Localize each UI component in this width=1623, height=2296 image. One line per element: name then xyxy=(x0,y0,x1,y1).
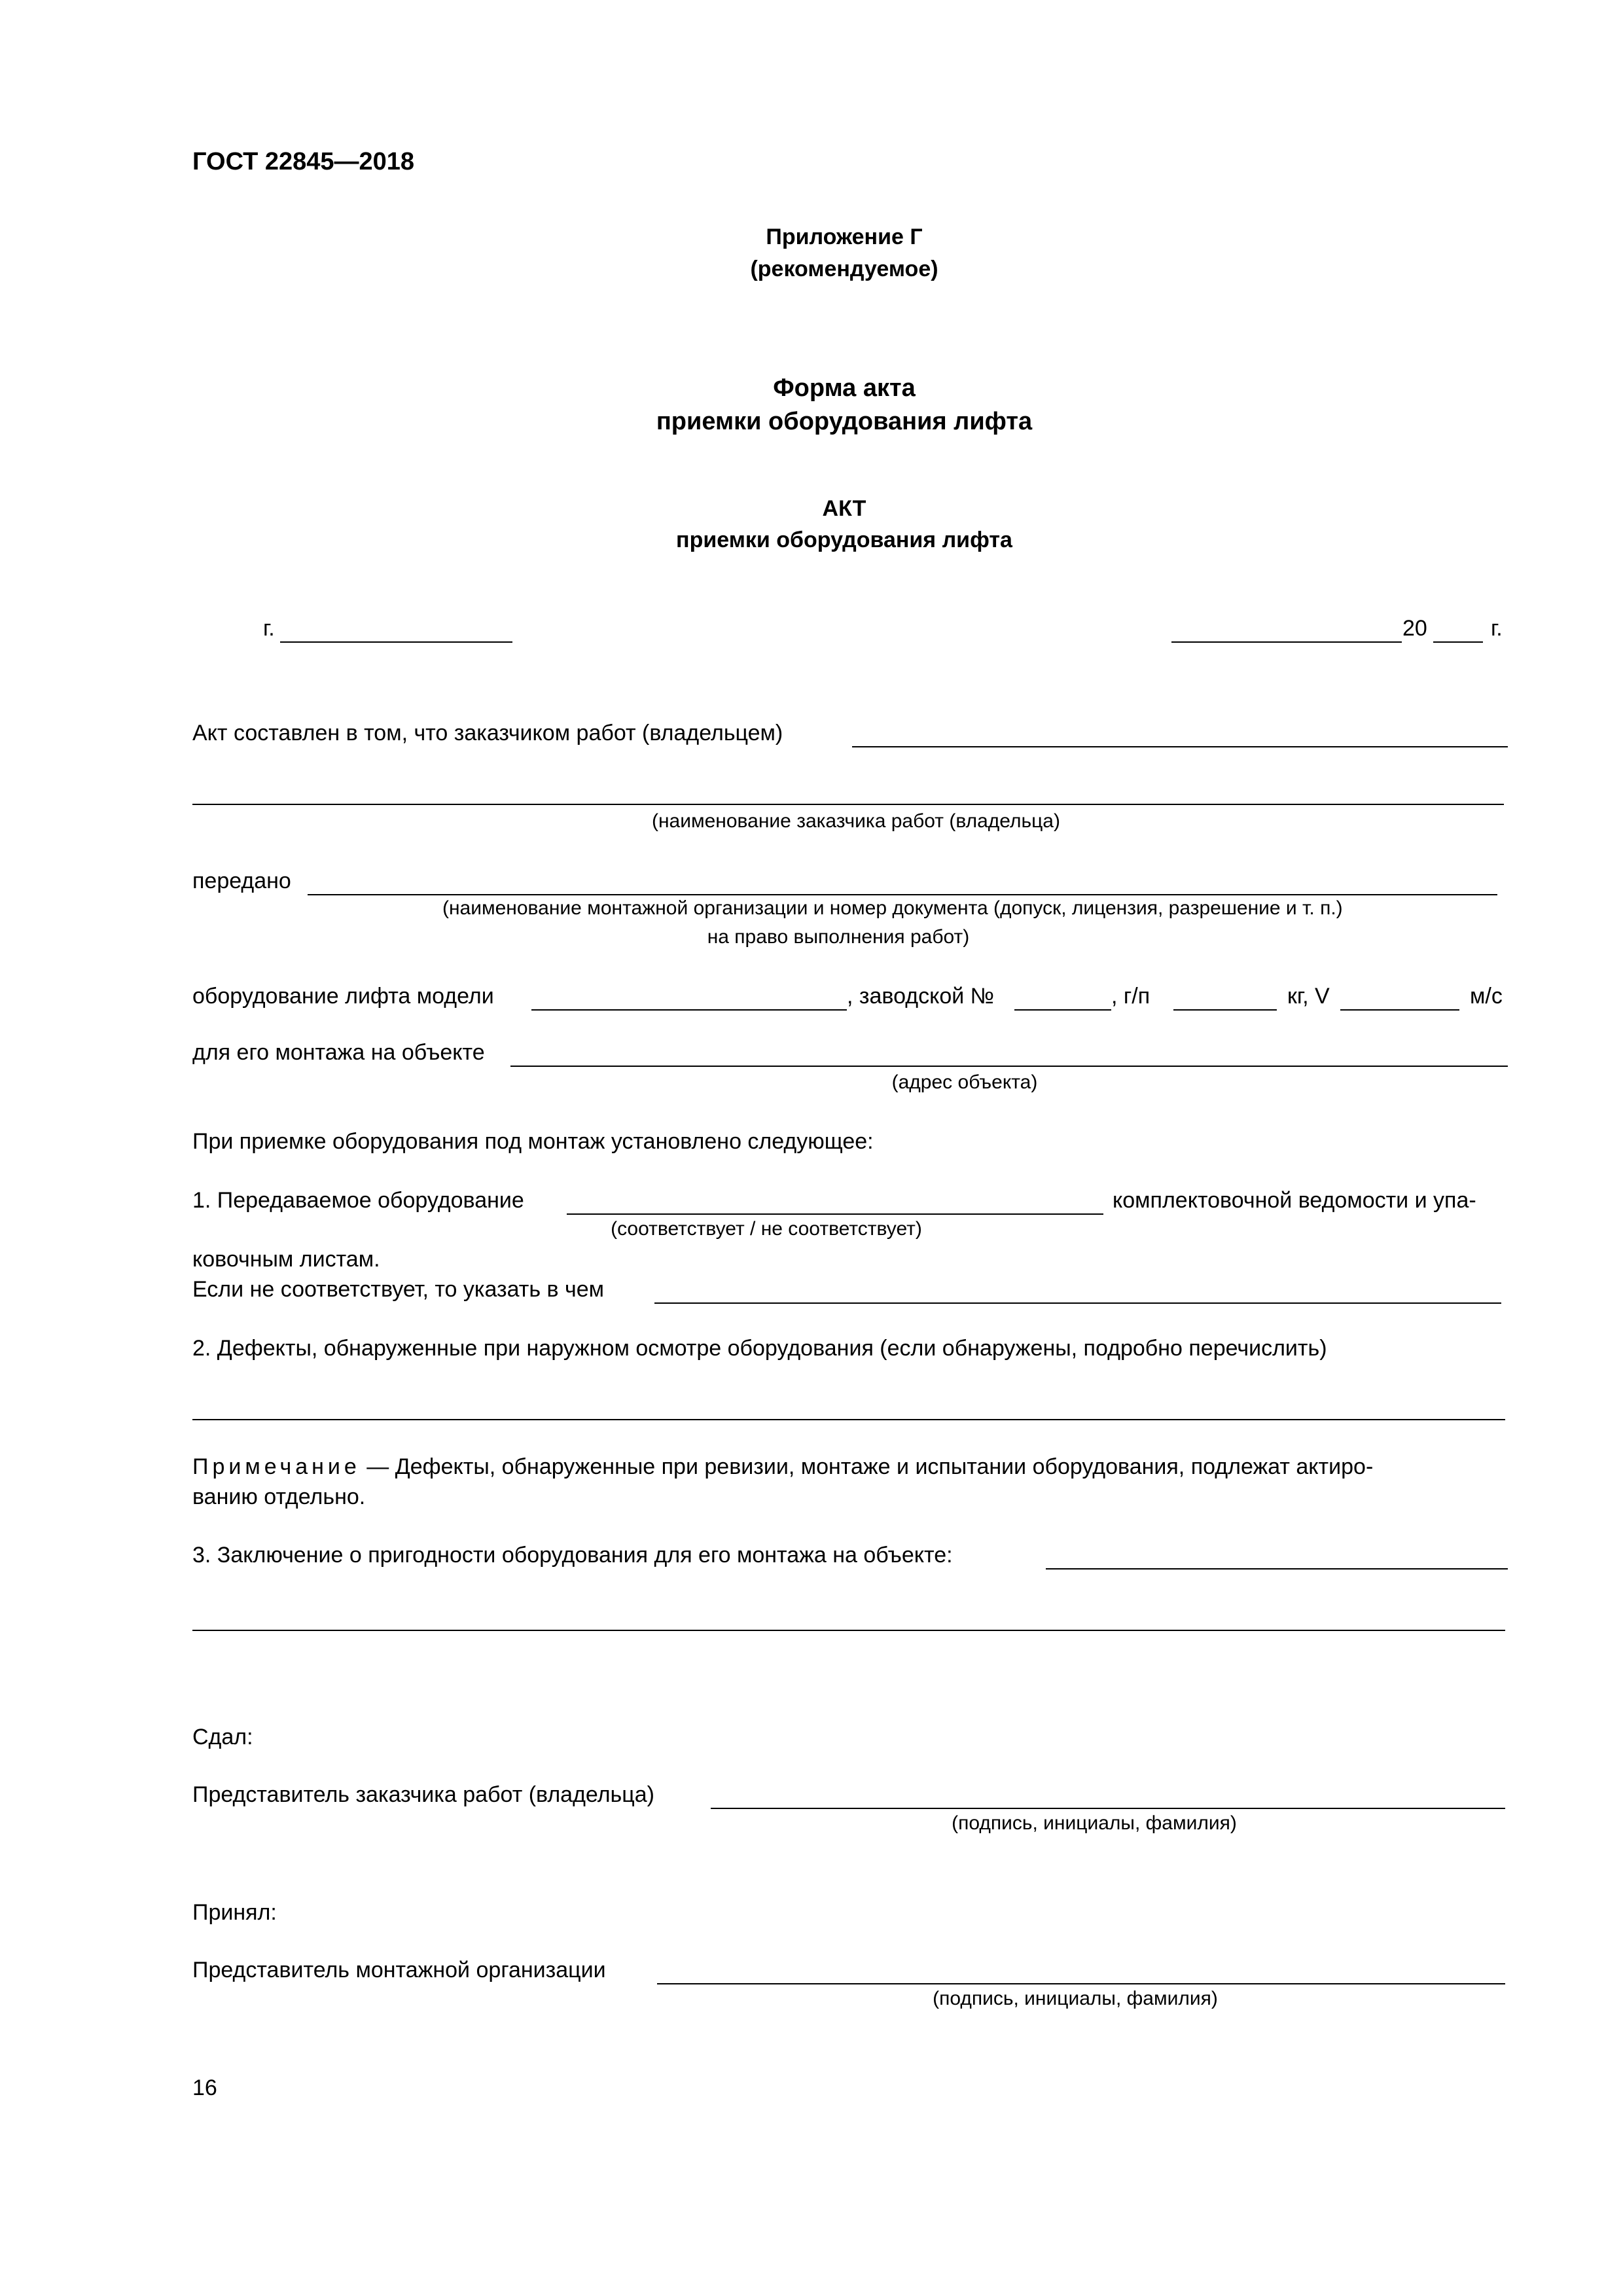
year-suffix: г. xyxy=(1491,616,1503,641)
transferred-caption-line2: на право выполнения работ) xyxy=(707,926,970,948)
handed-label: Представитель заказчика работ (владельца) xyxy=(192,1782,654,1807)
form-title-line2: приемки оборудования лифта xyxy=(656,408,1033,435)
item1-caption: (соответствует / не соответствует) xyxy=(611,1218,922,1240)
year-prefix: 20 xyxy=(1402,616,1427,641)
item1-continuation: ковочным листам. xyxy=(192,1247,380,1272)
standard-number: ГОСТ 22845—2018 xyxy=(192,148,415,175)
speed-unit: м/с xyxy=(1470,984,1503,1009)
capacity-label: , г/п xyxy=(1111,984,1150,1009)
model-field[interactable] xyxy=(531,1009,847,1011)
customer-label: Акт составлен в том, что заказчиком работ (владельцем) xyxy=(192,721,783,745)
item1-if-not-label: Если не соответствует, то указать в чем xyxy=(192,1277,605,1302)
transferred-caption-line1: (наименование монтажной организации и номер документа (допуск, лицензия, разрешение и т. п.) xyxy=(442,897,1343,919)
object-field[interactable] xyxy=(510,1066,1508,1067)
accepted-caption: (подпись, инициалы, фамилия) xyxy=(933,1988,1218,2009)
object-label: для его монтажа на объекте xyxy=(192,1040,485,1065)
form-title-line1: Форма акта xyxy=(773,374,916,402)
transferred-label: передано xyxy=(192,869,291,893)
transferred-field[interactable] xyxy=(308,894,1497,895)
capacity-field[interactable] xyxy=(1173,1009,1277,1011)
note-line2: ванию отдельно. xyxy=(192,1484,366,1509)
object-caption: (адрес объекта) xyxy=(891,1071,1038,1093)
item2-label: 2. Дефекты, обнаруженные при наружном осмотре оборудования (если обнаружены, подробно перечислить) xyxy=(192,1336,1327,1361)
city-field[interactable] xyxy=(280,641,512,643)
item1-mismatch-field[interactable] xyxy=(654,1302,1501,1304)
appendix-title: Приложение Г xyxy=(766,224,923,249)
appendix-status: (рекомендуемое) xyxy=(750,257,938,281)
item3-conclusion-field[interactable] xyxy=(1046,1568,1508,1570)
serial-field[interactable] xyxy=(1014,1009,1111,1011)
city-prefix: г. xyxy=(263,616,275,641)
act-title-line2: приемки оборудования лифта xyxy=(676,528,1012,552)
accepted-heading: Принял: xyxy=(192,1900,277,1925)
date-field[interactable] xyxy=(1171,641,1402,643)
intro-text: При приемке оборудования под монтаж установлено следующее: xyxy=(192,1129,874,1154)
customer-caption: (наименование заказчика работ (владельца) xyxy=(652,810,1060,832)
note-text: — Дефекты, обнаруженные при ревизии, монтаже и испытании оборудования, подлежат актиро- xyxy=(360,1454,1374,1479)
year-field[interactable] xyxy=(1433,641,1483,643)
handed-caption: (подпись, инициалы, фамилия) xyxy=(952,1812,1237,1834)
customer-field-line2[interactable] xyxy=(192,804,1504,805)
item1-compliance-field[interactable] xyxy=(567,1213,1103,1215)
accepted-signature-field[interactable] xyxy=(657,1983,1505,1984)
item3-label: 3. Заключение о пригодности оборудования для его монтажа на объекте: xyxy=(192,1543,953,1568)
serial-label: , заводской № xyxy=(847,984,995,1009)
page-number: 16 xyxy=(192,2075,217,2100)
capacity-unit: кг, V xyxy=(1287,984,1330,1009)
customer-field[interactable] xyxy=(852,746,1508,747)
accepted-label: Представитель монтажной организации xyxy=(192,1958,606,1982)
item2-defects-field[interactable] xyxy=(192,1419,1505,1420)
speed-field[interactable] xyxy=(1340,1009,1459,1011)
handed-signature-field[interactable] xyxy=(711,1808,1505,1809)
act-title-line1: АКТ xyxy=(822,496,866,521)
note-prefix: Примечание xyxy=(192,1454,361,1479)
item3-conclusion-field-line2[interactable] xyxy=(192,1630,1505,1631)
handed-heading: Сдал: xyxy=(192,1725,253,1749)
item1-label: 1. Передаваемое оборудование xyxy=(192,1188,524,1213)
model-label: оборудование лифта модели xyxy=(192,984,494,1009)
note-line1 xyxy=(192,1454,1373,1480)
item1-tail: комплектовочной ведомости и упа- xyxy=(1113,1188,1476,1213)
